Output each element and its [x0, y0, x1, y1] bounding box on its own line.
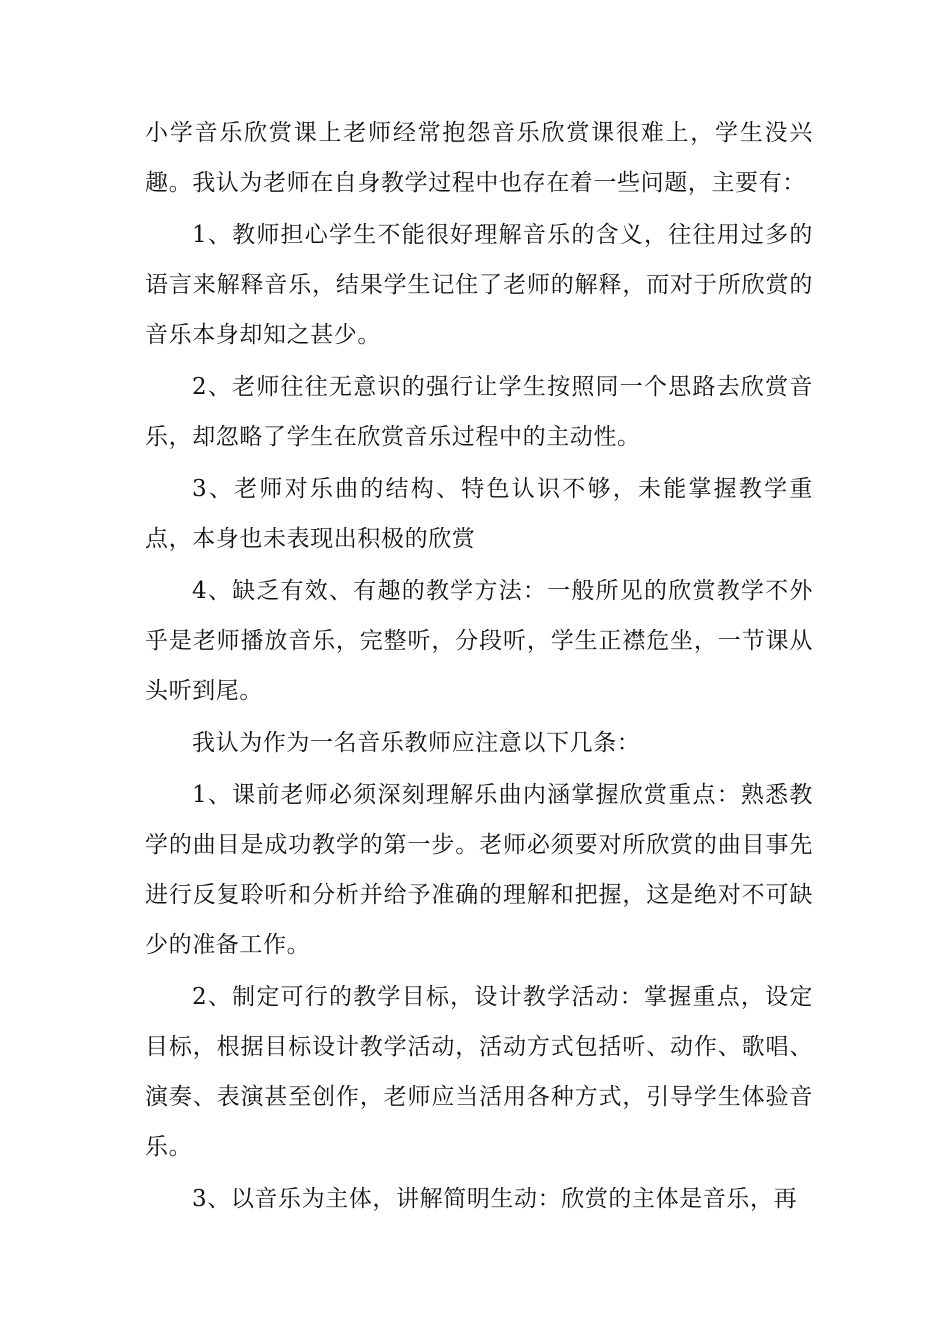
paragraph-problem-1: 1、教师担心学生不能很好理解音乐的含义，往往用过多的语言来解释音乐，结果学生记住了老师的解释，而对于所欣赏的音乐本身却知之甚少。	[145, 222, 813, 348]
paragraph-suggestion-1: 1、课前老师必须深刻理解乐曲内涵掌握欣赏重点：熟悉教学的曲目是成功教学的第一步。老师必须要对所欣赏的曲目事先进行反复聆听和分析并给予准确的理解和把握，这是绝对不可缺少的准备工作。	[145, 782, 813, 958]
paragraph-problem-3: 3、老师对乐曲的结构、特色认识不够，未能掌握教学重点，本身也未表现出积极的欣赏	[145, 476, 813, 552]
paragraph-problem-2: 2、老师往往无意识的强行让学生按照同一个思路去欣赏音乐，却忽略了学生在欣赏音乐过程中的主动性。	[145, 374, 813, 450]
document-body	[145, 108, 813, 1226]
paragraph-suggestions-intro: 我认为作为一名音乐教师应注意以下几条：	[192, 730, 641, 756]
paragraph-intro: 小学音乐欣赏课上老师经常抱怨音乐欣赏课很难上，学生没兴趣。我认为老师在自身教学过程中也存在着一些问题，主要有：	[145, 120, 813, 196]
paragraph-suggestion-2: 2、制定可行的教学目标，设计教学活动：掌握重点，设定目标，根据目标设计教学活动，活动方式包括听、动作、歌唱、演奏、表演甚至创作，老师应当活用各种方式，引导学生体验音乐。	[145, 984, 813, 1160]
paragraph-problem-4: 4、缺乏有效、有趣的教学方法：一般所见的欣赏教学不外乎是老师播放音乐，完整听，分段听，学生正襟危坐，一节课从头听到尾。	[145, 578, 813, 704]
paragraph-suggestion-3: 3、以音乐为主体，讲解简明生动：欣赏的主体是音乐，再	[192, 1186, 798, 1212]
